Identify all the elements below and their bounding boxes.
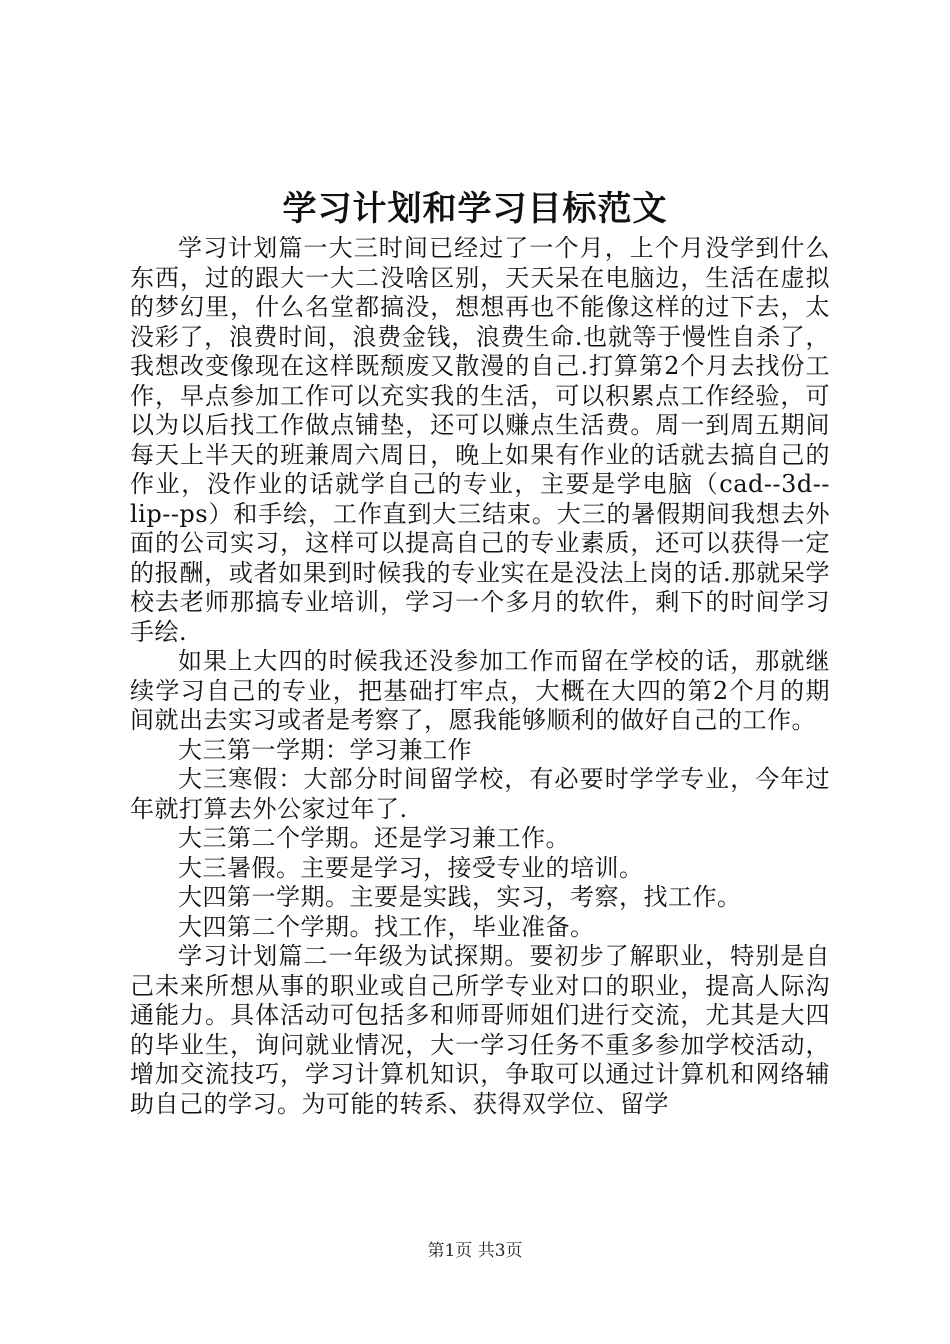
page-number: 第1页 共3页 [427, 1241, 523, 1261]
paragraph-senior-second-term: 大四第二个学期。找工作，毕业准备。 [178, 912, 595, 941]
paragraph-junior-winter-break: 大三寒假：大部分时间留学校，有必要时学学专业，今年过年就打算去外公家过年了. [130, 765, 830, 823]
document-body [130, 234, 830, 1119]
paragraph-plan-one: 学习计划篇一大三时间已经过了一个月，上个月没学到什么东西，过的跟大一大二没啥区别，天天呆在电脑边，生活在虚拟的梦幻里，什么名堂都搞没，想想再也不能像这样的过下去，太没彩了，浪费时间，浪费金钱，浪费生命.也就等于慢性自杀了，我想改变像现在这样既颓废又散漫的自己.打算第2个月去找份工作，早点参加工作可以充实我的生活，可以积累点工作经验，可以为以后找工作做点铺垫，还可以赚点生活费。周一到周五期间每天上半天的班兼周六周日，晚上如果有作业的话就去搞自己的作业，没作业的话就学自己的专业，主要是学电脑（cad--3d--lip--ps）和手绘，工作直到大三结束。大三的暑假期间我想去外面的公司实习，这样可以提高自己的专业素质，还可以获得一定的报酬，或者如果到时候我的专业实在是没法上岗的话.那就呆学校去老师那搞专业培训，学习一个多月的软件，剩下的时间学习手绘. [130, 234, 830, 646]
paragraph-junior-first-term: 大三第一学期：学习兼工作 [178, 735, 472, 764]
paragraph-senior-year: 如果上大四的时候我还没参加工作而留在学校的话，那就继续学习自己的专业，把基础打牢点，大概在大四的第2个月的期间就出去实习或者是考察了，愿我能够顺利的做好自己的工作。 [130, 647, 830, 734]
paragraph-junior-summer: 大三暑假。主要是学习，接受专业的培训。 [178, 853, 644, 882]
paragraph-senior-first-term: 大四第一学期。主要是实践，实习，考察，找工作。 [178, 883, 742, 911]
paragraph-junior-second-term: 大三第二个学期。还是学习兼工作。 [178, 824, 570, 852]
paragraph-plan-two: 学习计划篇二一年级为试探期。要初步了解职业，特别是自己未来所想从事的职业或自己所学专业对口的职业，提高人际沟通能力。具体活动可包括多和师哥师姐们进行交流，尤其是大四的毕业生，询问就业情况，大一学习任务不重多参加学校活动，增加交流技巧，学习计算机知识，争取可以通过计算机和网络辅助自己的学习。为可能的转系、获得双学位、留学 [130, 942, 830, 1118]
document-title: 学习计划和学习目标范文 [282, 189, 668, 229]
